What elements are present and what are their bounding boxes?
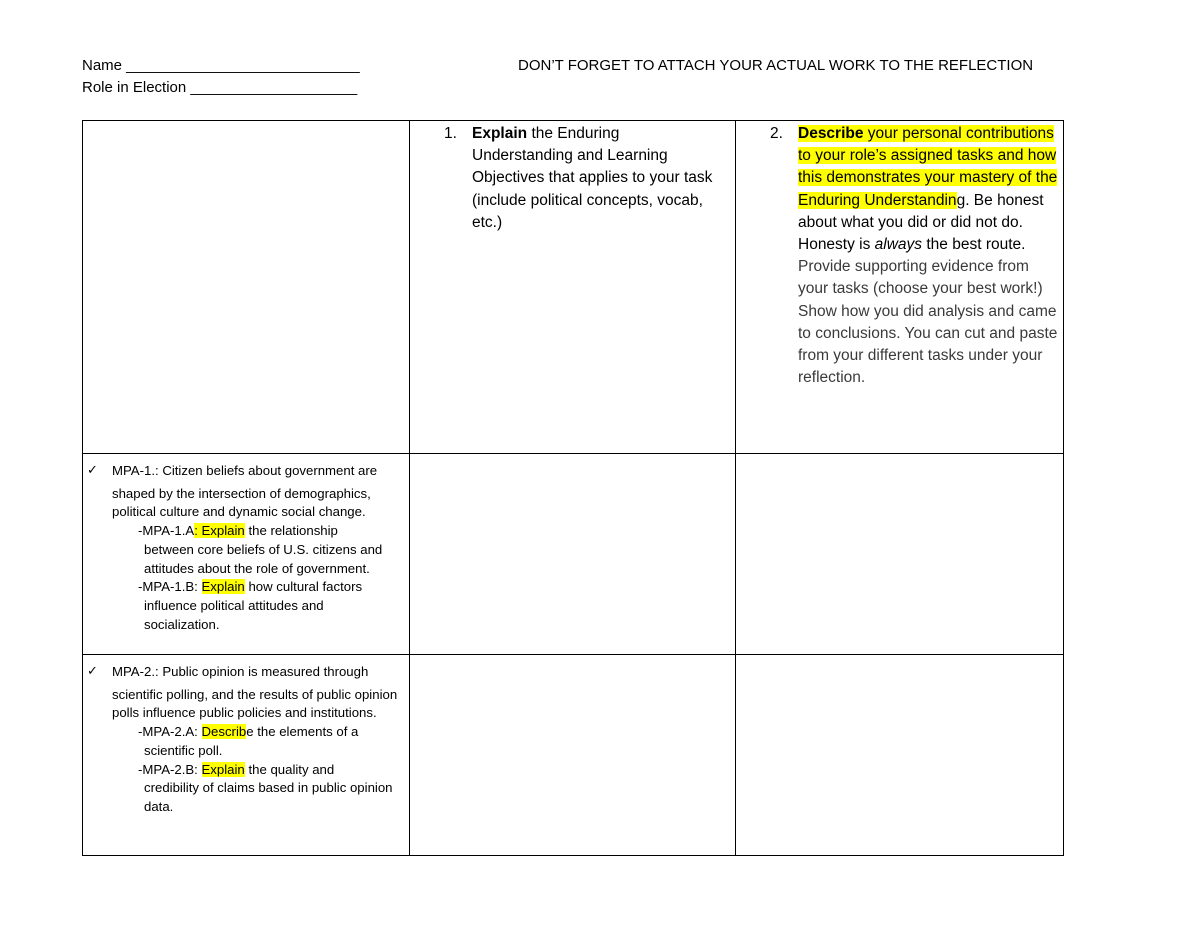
objective-mpa-2a: -MPA-2.A: Describe the elements of a scientific poll. (138, 724, 359, 758)
checkmark-icon: ✓ (87, 664, 98, 679)
answer-mpa-2-q2-cell[interactable] (736, 655, 1064, 856)
question-1-body: the Enduring Understanding and Learning Objectives that applies to your task (include political concepts, vocab, etc.) (472, 125, 713, 231)
objective-mpa-1a: -MPA-1.A: Explain the relationship between core beliefs of U.S. citizens and attitudes about the role of government. (138, 523, 383, 576)
question-1-cell (410, 121, 736, 454)
objective-mpa-2-rest: scientific polling, and the results of public opinion polls influence public policies and institutions. (112, 686, 398, 721)
question-2-highlight: your personal contributions to your role’s assigned tasks and how this demonstrates your mastery of the Enduring Understandin (798, 125, 1058, 209)
question-1-text (472, 123, 722, 234)
question-1-number: 1. (444, 125, 457, 142)
question-2-cell (736, 121, 1064, 454)
objective-mpa-1-first: MPA-1.: Citizen beliefs about government are (112, 463, 378, 478)
name-field-line: Name ____________________________ (82, 57, 360, 74)
table-row (83, 655, 1064, 856)
table-row (83, 454, 1064, 655)
table-header-row (83, 121, 1064, 454)
objective-mpa-2-cell (83, 655, 410, 856)
objective-mpa-2b: -MPA-2.B: Explain the quality and credibility of claims based in public opinion data. (138, 761, 393, 814)
role-field-line: Role in Election ____________________ (82, 79, 358, 96)
objective-mpa-1-rest: shaped by the intersection of demographics, political culture and dynamic social change. (112, 485, 371, 520)
checkmark-icon: ✓ (87, 463, 98, 478)
reflection-table (82, 120, 1064, 856)
objective-mpa-1b: -MPA-1.B: Explain how cultural factors influence political attitudes and socialization. (138, 579, 363, 632)
question-2-body-b: the best route. (922, 236, 1026, 254)
objective-mpa-2-first: MPA-2.: Public opinion is measured through (112, 664, 369, 679)
question-2-body-c: Provide supporting evidence from your tasks (choose your best work!) Show how you did analysis and came to conclusions. You can cut and paste from your different tasks under your reflection. (798, 258, 1058, 387)
question-2-number: 2. (770, 125, 783, 142)
question-2-keyword: Describe (798, 125, 864, 142)
question-2-hl-end: g (956, 191, 966, 209)
objective-mpa-1-cell (83, 454, 410, 655)
answer-mpa-1-q2-cell[interactable] (736, 454, 1064, 655)
question-1-keyword: Explain (472, 125, 528, 142)
question-2-body-a: . Be honest about what you did or did not do. Honesty is (798, 191, 1044, 254)
answer-mpa-2-q1-cell[interactable] (410, 655, 736, 856)
empty-corner-cell (83, 121, 410, 454)
attach-work-reminder: DON’T FORGET TO ATTACH YOUR ACTUAL WORK TO THE REFLECTION (518, 57, 1034, 74)
question-2-italic: always (874, 236, 923, 254)
answer-mpa-1-q1-cell[interactable] (410, 454, 736, 655)
question-2-text (798, 123, 1060, 389)
